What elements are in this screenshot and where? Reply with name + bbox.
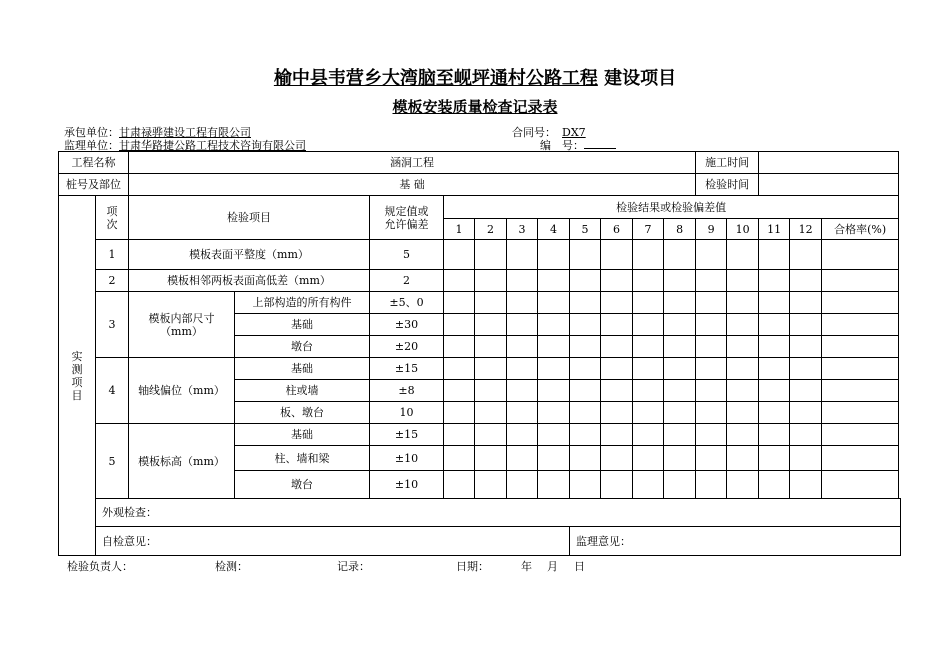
result-cell[interactable] — [696, 471, 727, 499]
result-cell[interactable] — [601, 240, 633, 270]
result-cell[interactable] — [601, 380, 633, 402]
result-cell[interactable] — [538, 336, 570, 358]
result-cell[interactable] — [790, 292, 822, 314]
measured-items-label — [59, 196, 96, 556]
result-cell[interactable] — [633, 336, 664, 358]
result-cell[interactable] — [538, 446, 570, 471]
inspector-label: 检验负责人： — [67, 560, 133, 573]
result-cell[interactable] — [790, 270, 822, 292]
month-label: 月 — [547, 560, 558, 573]
result-cell[interactable] — [664, 471, 696, 499]
pass-rate-cell[interactable] — [822, 336, 899, 358]
row-item — [129, 292, 235, 358]
result-cell[interactable] — [601, 270, 633, 292]
row-spec: ±10 — [370, 446, 444, 471]
result-cell[interactable] — [475, 270, 507, 292]
table-row — [59, 270, 901, 292]
recorder-label: 记录： — [337, 560, 370, 573]
spec-header — [370, 196, 444, 240]
result-cell[interactable] — [727, 292, 759, 314]
result-cell[interactable] — [538, 358, 570, 380]
pass-rate-cell[interactable] — [822, 380, 899, 402]
sub-item: 柱、墙和梁 — [235, 446, 370, 471]
result-cell[interactable] — [633, 292, 664, 314]
row-spec: ±15 — [370, 424, 444, 446]
result-cell[interactable] — [444, 380, 475, 402]
result-cell[interactable] — [664, 240, 696, 270]
result-cell[interactable] — [570, 314, 601, 336]
result-cell[interactable] — [507, 336, 538, 358]
result-cell[interactable] — [790, 240, 822, 270]
project-name-value: 涵洞工程 — [129, 152, 696, 174]
result-cell[interactable] — [601, 446, 633, 471]
result-cell[interactable] — [633, 471, 664, 499]
result-cell[interactable] — [570, 402, 601, 424]
result-cell[interactable] — [759, 270, 790, 292]
result-cell[interactable] — [790, 471, 822, 499]
table-row — [59, 424, 901, 446]
result-cell[interactable] — [727, 240, 759, 270]
result-cell[interactable] — [664, 446, 696, 471]
result-cell[interactable] — [633, 446, 664, 471]
result-cell[interactable] — [790, 358, 822, 380]
contract-label: 合同号： — [512, 126, 556, 139]
pass-rate-cell[interactable] — [822, 292, 899, 314]
result-cell[interactable] — [507, 358, 538, 380]
construction-time-label: 施工时间 — [696, 152, 759, 174]
result-cell[interactable] — [538, 402, 570, 424]
result-cell[interactable] — [507, 402, 538, 424]
seq-header-text: 项次 — [106, 204, 118, 231]
row-spec: 10 — [370, 402, 444, 424]
contractor-label: 承包单位： — [64, 126, 119, 139]
result-cell[interactable] — [538, 471, 570, 499]
result-cell[interactable] — [570, 270, 601, 292]
result-cell[interactable] — [633, 270, 664, 292]
result-cell[interactable] — [727, 314, 759, 336]
result-cell[interactable] — [790, 446, 822, 471]
result-cell[interactable] — [507, 380, 538, 402]
row-item: 模板标高（mm） — [129, 424, 235, 499]
construction-time-value[interactable] — [759, 152, 899, 174]
result-col-6: 6 — [601, 219, 633, 240]
result-cell[interactable] — [633, 314, 664, 336]
result-cell[interactable] — [444, 402, 475, 424]
result-col-2: 2 — [475, 219, 507, 240]
result-cell[interactable] — [633, 240, 664, 270]
result-cell[interactable] — [601, 292, 633, 314]
inspection-time-value[interactable] — [759, 174, 899, 196]
result-cell[interactable] — [696, 336, 727, 358]
pass-rate-cell[interactable] — [822, 471, 899, 499]
result-cell[interactable] — [507, 471, 538, 499]
result-cell[interactable] — [601, 358, 633, 380]
result-cell[interactable] — [601, 402, 633, 424]
row-spec: 2 — [370, 270, 444, 292]
result-cell[interactable] — [570, 336, 601, 358]
sub-item: 基础 — [235, 358, 370, 380]
result-col-10: 10 — [727, 219, 759, 240]
result-cell[interactable] — [475, 471, 507, 499]
result-cell[interactable] — [664, 380, 696, 402]
item-header: 检验项目 — [129, 196, 370, 240]
result-cell[interactable] — [664, 358, 696, 380]
date-label: 日期： — [456, 560, 489, 573]
result-cell[interactable] — [633, 380, 664, 402]
result-cell[interactable] — [759, 471, 790, 499]
result-cell[interactable] — [633, 402, 664, 424]
pass-rate-cell[interactable] — [822, 402, 899, 424]
sub-item: 基础 — [235, 424, 370, 446]
result-cell[interactable] — [759, 446, 790, 471]
form-subtitle: 模板安装质量检查记录表 — [392, 98, 558, 116]
result-cell[interactable] — [790, 336, 822, 358]
row-item: 模板表面平整度（mm） — [129, 240, 370, 270]
result-col-11: 11 — [759, 219, 790, 240]
result-cell[interactable] — [475, 358, 507, 380]
measured-items-text: 实测项目 — [71, 349, 83, 402]
supervision-opinion[interactable]: 监理意见： — [570, 527, 901, 556]
result-cell[interactable] — [570, 358, 601, 380]
result-cell[interactable] — [759, 358, 790, 380]
result-cell[interactable] — [444, 270, 475, 292]
result-cell[interactable] — [696, 446, 727, 471]
spec-header-text: 规定值或允许偏差 — [384, 204, 429, 231]
result-cell[interactable] — [570, 292, 601, 314]
result-cell[interactable] — [507, 292, 538, 314]
result-cell[interactable] — [538, 424, 570, 446]
year-label: 年 — [521, 560, 532, 573]
result-cell[interactable] — [475, 240, 507, 270]
sub-item: 板、墩台 — [235, 402, 370, 424]
result-cell[interactable] — [727, 380, 759, 402]
result-cell[interactable] — [444, 471, 475, 499]
pass-rate-cell[interactable] — [822, 270, 899, 292]
result-cell[interactable] — [601, 471, 633, 499]
result-cell[interactable] — [759, 380, 790, 402]
row-seq: 3 — [96, 292, 129, 358]
result-cell[interactable] — [444, 446, 475, 471]
supervisor-label: 监理单位： — [64, 139, 119, 152]
result-cell[interactable] — [696, 270, 727, 292]
result-cell[interactable] — [475, 402, 507, 424]
result-cell[interactable] — [570, 380, 601, 402]
results-header: 检验结果或检验偏差值 — [444, 196, 899, 219]
result-cell[interactable] — [759, 314, 790, 336]
inspection-table — [58, 151, 901, 556]
sub-item: 上部构造的所有构件 — [235, 292, 370, 314]
result-cell[interactable] — [759, 292, 790, 314]
result-cell[interactable] — [570, 424, 601, 446]
project-name-label: 工程名称 — [59, 152, 129, 174]
day-label: 日 — [574, 560, 585, 573]
result-cell[interactable] — [507, 446, 538, 471]
result-cell[interactable] — [444, 424, 475, 446]
result-col-7: 7 — [633, 219, 664, 240]
table-row — [59, 292, 901, 314]
result-cell[interactable] — [727, 270, 759, 292]
result-cell[interactable] — [633, 358, 664, 380]
row-spec: ±15 — [370, 358, 444, 380]
result-cell[interactable] — [475, 314, 507, 336]
result-cell[interactable] — [570, 446, 601, 471]
row-spec: ±30 — [370, 314, 444, 336]
result-cell[interactable] — [696, 358, 727, 380]
table-row — [59, 358, 901, 380]
result-cell[interactable] — [475, 446, 507, 471]
result-cell[interactable] — [538, 380, 570, 402]
result-cell[interactable] — [727, 358, 759, 380]
result-cell[interactable] — [601, 336, 633, 358]
result-cell[interactable] — [759, 402, 790, 424]
number-label: 编 号： — [540, 139, 584, 152]
result-cell[interactable] — [570, 471, 601, 499]
project-title: 榆中县韦营乡大湾脑至岘坪通村公路工程 — [273, 68, 598, 89]
result-col-3: 3 — [507, 219, 538, 240]
self-check-opinion[interactable]: 自检意见： — [96, 527, 570, 556]
document-title — [0, 64, 950, 90]
result-cell[interactable] — [507, 240, 538, 270]
result-cell[interactable] — [507, 270, 538, 292]
result-cell[interactable] — [444, 240, 475, 270]
project-title-suffix: 建设项目 — [597, 68, 677, 89]
result-cell[interactable] — [444, 314, 475, 336]
tester-label: 检测： — [215, 560, 248, 573]
result-col-12: 12 — [790, 219, 822, 240]
appearance-check[interactable]: 外观检查： — [96, 499, 901, 527]
result-cell[interactable] — [664, 402, 696, 424]
result-cell[interactable] — [475, 292, 507, 314]
result-cell[interactable] — [664, 270, 696, 292]
result-cell[interactable] — [790, 314, 822, 336]
result-cell[interactable] — [664, 314, 696, 336]
row-seq: 5 — [96, 424, 129, 499]
row-item: 模板相邻两板表面高低差（mm） — [129, 270, 370, 292]
row-seq: 4 — [96, 358, 129, 424]
result-col-5: 5 — [570, 219, 601, 240]
result-cell[interactable] — [696, 380, 727, 402]
result-cell[interactable] — [696, 292, 727, 314]
row-spec: ±8 — [370, 380, 444, 402]
result-col-8: 8 — [664, 219, 696, 240]
result-cell[interactable] — [444, 358, 475, 380]
row-item: 轴线偏位（mm） — [129, 358, 235, 424]
pass-rate-cell[interactable] — [822, 314, 899, 336]
row-spec: ±5、0 — [370, 292, 444, 314]
result-cell[interactable] — [696, 240, 727, 270]
pass-rate-cell[interactable] — [822, 446, 899, 471]
result-cell[interactable] — [696, 402, 727, 424]
result-cell[interactable] — [538, 240, 570, 270]
row-spec: ±20 — [370, 336, 444, 358]
result-cell[interactable] — [507, 314, 538, 336]
pass-rate-cell[interactable] — [822, 240, 899, 270]
result-cell[interactable] — [475, 380, 507, 402]
result-cell[interactable] — [444, 336, 475, 358]
sub-item: 基础 — [235, 314, 370, 336]
sub-item: 墩台 — [235, 471, 370, 499]
result-cell[interactable] — [790, 402, 822, 424]
result-cell[interactable] — [475, 424, 507, 446]
sub-item: 墩台 — [235, 336, 370, 358]
result-cell[interactable] — [538, 314, 570, 336]
result-cell[interactable] — [727, 424, 759, 446]
result-cell[interactable] — [507, 424, 538, 446]
result-cell[interactable] — [570, 240, 601, 270]
result-cell[interactable] — [444, 292, 475, 314]
result-cell[interactable] — [727, 471, 759, 499]
result-cell[interactable] — [601, 424, 633, 446]
row-seq: 2 — [96, 270, 129, 292]
result-cell[interactable] — [601, 314, 633, 336]
row-spec: 5 — [370, 240, 444, 270]
table-row — [59, 240, 901, 270]
result-cell[interactable] — [727, 402, 759, 424]
inspection-time-label: 检验时间 — [696, 174, 759, 196]
result-cell[interactable] — [633, 424, 664, 446]
row-spec: ±10 — [370, 471, 444, 499]
contract-value: DX7 — [562, 126, 586, 139]
result-cell[interactable] — [790, 424, 822, 446]
contractor-value: 甘肃禄骅建设工程有限公司 — [119, 126, 251, 139]
result-cell[interactable] — [727, 336, 759, 358]
result-cell[interactable] — [664, 424, 696, 446]
result-cell[interactable] — [696, 314, 727, 336]
pass-rate-cell[interactable] — [822, 358, 899, 380]
station-label: 桩号及部位 — [59, 174, 129, 196]
result-cell[interactable] — [759, 336, 790, 358]
result-cell[interactable] — [664, 336, 696, 358]
supervisor-value: 甘肃华路捷公路工程技术咨询有限公司 — [119, 139, 306, 152]
result-cell[interactable] — [475, 336, 507, 358]
result-cell[interactable] — [696, 424, 727, 446]
result-cell[interactable] — [538, 292, 570, 314]
result-cell[interactable] — [727, 446, 759, 471]
number-blank — [584, 139, 616, 149]
result-cell[interactable] — [759, 424, 790, 446]
row-item-text: 模板内部尺寸（mm） — [148, 311, 215, 338]
pass-rate-header: 合格率(%) — [822, 219, 899, 240]
pass-rate-cell[interactable] — [822, 424, 899, 446]
station-value: 基 础 — [129, 174, 696, 196]
sub-item: 柱或墙 — [235, 380, 370, 402]
seq-header — [96, 196, 129, 240]
result-cell[interactable] — [790, 380, 822, 402]
result-cell[interactable] — [538, 270, 570, 292]
result-col-4: 4 — [538, 219, 570, 240]
result-col-9: 9 — [696, 219, 727, 240]
row-seq: 1 — [96, 240, 129, 270]
result-cell[interactable] — [664, 292, 696, 314]
result-col-1: 1 — [444, 219, 475, 240]
result-cell[interactable] — [759, 240, 790, 270]
